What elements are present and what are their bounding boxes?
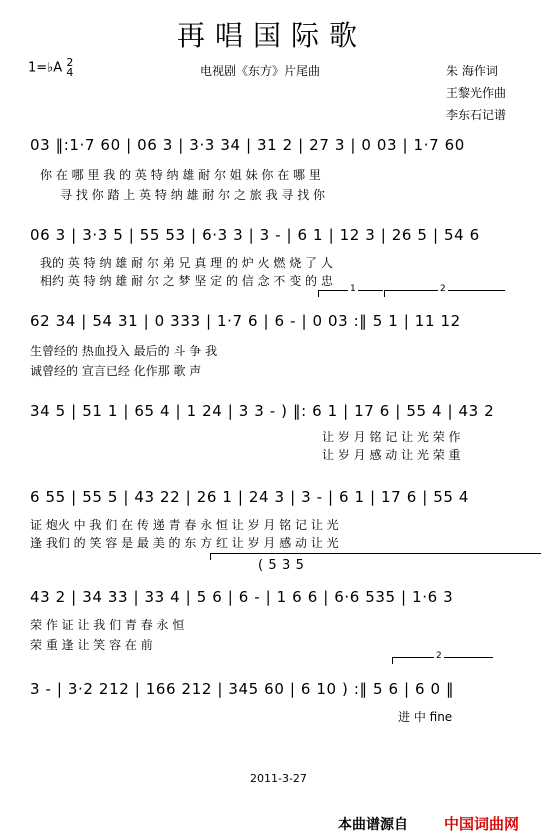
- score-line-5: 6 55 | 55 5 | 43 22 | 26 1 | 24 3 | 3 - | 6 1 | 17 6 | 55 4: [30, 488, 470, 506]
- source-label: 本曲谱源自: [338, 817, 408, 833]
- time-signature: [66, 58, 73, 78]
- lyric-line-1b: 寻 找 你 踏 上 英 特 纳 雄 耐 尔 之 旅 我 寻 找 你: [60, 188, 326, 202]
- lyric-line-3a: 生曾经的 热血投入 最后的 斗 争 我: [30, 344, 218, 358]
- lyric-line-5a: 证 炮火 中 我 们 在 传 递 青 春 永 恒 让 岁 月 铭 记 让 光: [30, 518, 339, 532]
- score-line-2: 06 3 | 3·3 5 | 55 53 | 6·3 3 | 3 - | 6 1 | 12 3 | 26 5 | 54 6: [30, 226, 480, 244]
- site-name[interactable]: 中国词曲网: [444, 815, 520, 833]
- alt-phrase-notes: ( 5 3 5: [258, 558, 305, 573]
- page-title: 再唱国际歌: [176, 19, 367, 52]
- lyric-line-4a: 让 岁 月 铭 记 让 光 荣 作: [322, 430, 461, 444]
- credit-transcriber: 李东石记谱: [446, 108, 507, 122]
- score-line-3: 62 34 | 54 31 | 0 333 | 1·7 6 | 6 - | 0 03 :‖ 5 1 | 11 12: [30, 312, 461, 330]
- song-source: 电视剧《东方》片尾曲: [200, 64, 321, 78]
- score-line-6: 43 2 | 34 33 | 33 4 | 5 6 | 6 - | 1 6 6 | 6·6 535 | 1·6 3: [30, 588, 454, 606]
- key-signature: [28, 58, 73, 78]
- credit-lyricist: 朱 海作词: [446, 64, 498, 78]
- lyric-line-7a: 进 中 fine: [398, 710, 453, 724]
- lyric-line-5b: 逢 我们 的 笑 容 是 最 美 的 东 方 红 让 岁 月 感 动 让 光: [30, 536, 339, 550]
- score-line-1: 03 ‖:1·7 60 | 06 3 | 3·3 34 | 31 2 | 27 3 | 0 03 | 1·7 60: [30, 136, 465, 154]
- score-date: 2011-3-27: [250, 772, 307, 785]
- volta-2-label: 2: [440, 284, 446, 294]
- time-top: 2: [66, 56, 74, 69]
- lyric-line-3b: 诚曾经的 宣言已经 化作那 歌 声: [30, 364, 202, 378]
- key-label: 1=♭A: [28, 60, 63, 76]
- lyric-line-4b: 让 岁 月 感 动 让 光 荣 重: [322, 448, 461, 462]
- ending-volta-label: 2: [436, 651, 442, 661]
- lyric-line-6b: 荣 重 逢 让 笑 容 在 前: [30, 638, 153, 652]
- volta-1-label: 1: [350, 284, 356, 294]
- score-line-4: 34 5 | 51 1 | 65 4 | 1 24 | 3 3 - ) ‖: 6 1 | 17 6 | 55 4 | 43 2: [30, 402, 495, 420]
- lyric-line-6a: 荣 作 证 让 我 们 青 春 永 恒: [30, 618, 185, 632]
- time-bottom: 4: [66, 66, 74, 79]
- lyric-line-1a: 你 在 哪 里 我 的 英 特 纳 雄 耐 尔 姐 妹 你 在 哪 里: [40, 168, 321, 182]
- lyric-line-2a: 我的 英 特 纳 雄 耐 尔 弟 兄 真 理 的 炉 火 燃 烧 了 人: [40, 256, 333, 270]
- score-line-7: 3 - | 3·2 212 | 166 212 | 345 60 | 6 10 ) :‖ 5 6 | 6 0 ‖: [30, 680, 455, 698]
- credit-composer: 王黎光作曲: [446, 86, 507, 100]
- lyric-line-2b: 相约 英 特 纳 雄 耐 尔 之 梦 坚 定 的 信 念 不 变 的 忠: [40, 274, 333, 288]
